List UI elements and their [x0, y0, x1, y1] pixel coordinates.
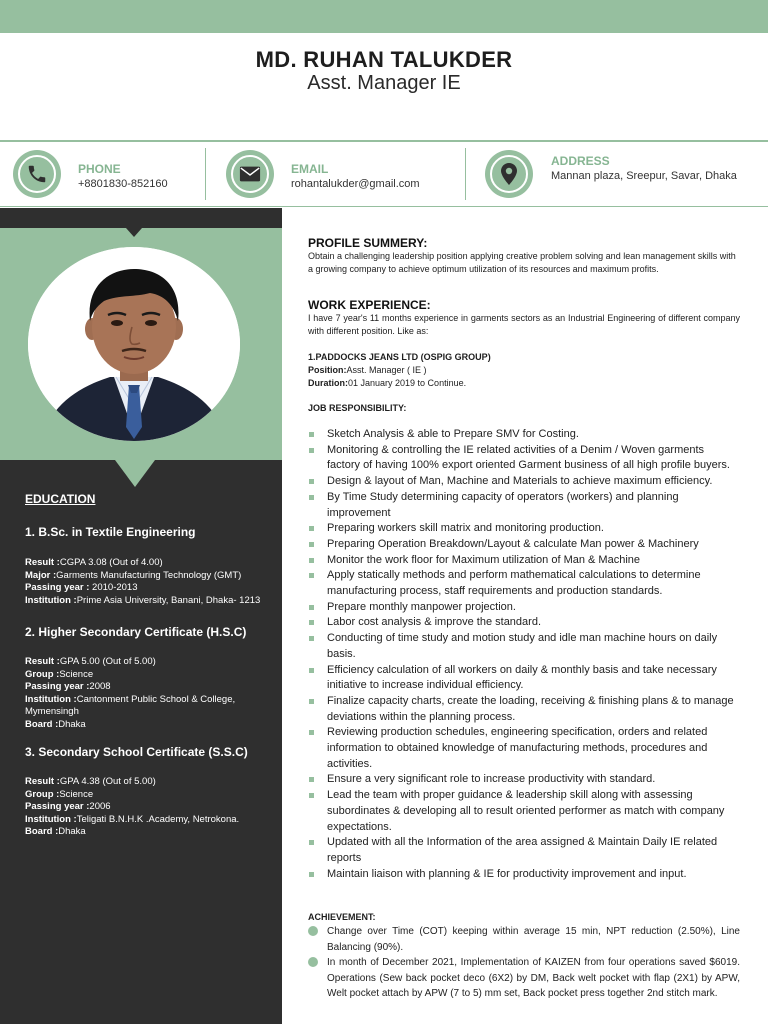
- education-details: [25, 656, 275, 731]
- profile-summary-title: PROFILE SUMMERY:: [308, 236, 428, 250]
- candidate-title: Asst. Manager IE: [307, 72, 461, 94]
- work-experience-title: WORK EXPERIENCE:: [308, 298, 431, 312]
- education-line: Passing year :2006: [25, 801, 111, 812]
- education-line: Institution :Prime Asia University, Banani, Dhaka- 1213: [25, 594, 261, 606]
- square-bullet-icon: [309, 448, 314, 453]
- square-bullet-icon: [309, 558, 314, 563]
- education-line: Passing year : 2010-2013: [25, 582, 138, 593]
- achievement-list: [308, 924, 740, 1002]
- square-bullet-icon: [309, 636, 314, 641]
- responsibility-item: Design & layout of Man, Machine and Materials to achieve maximum efficiency.: [308, 474, 740, 490]
- responsibility-item: Lead the team with proper guidance & leadership skill along with assessing subordinates & developing all to result oriented performer as match with company expectations.: [308, 788, 740, 835]
- square-bullet-icon: [309, 605, 314, 610]
- phone-icon: [13, 150, 61, 198]
- square-bullet-icon: [309, 872, 314, 877]
- responsibility-item: Conducting of time study and motion study and idle man machine hours on daily basis.: [308, 631, 740, 662]
- contact-bar: [0, 140, 768, 206]
- education-heading: 2. Higher Secondary Certificate (H.S.C): [25, 625, 247, 639]
- job-position: Position:Asst. Manager ( IE ): [308, 365, 427, 375]
- left-sidebar: [0, 208, 282, 1024]
- job-responsibility-title: JOB RESPONSIBILITY:: [308, 403, 407, 413]
- achievement-item: In month of December 2021, Implementation of KAIZEN from four operations saved $6019. Operations (Sew back pocket deco (6X2) by DM, Back welt pocket with flap (2X1) by APW, Welt pocket attach by APW (7 to 5) mm set, Back pocket press together 2nd stitch mark.: [308, 955, 740, 1002]
- education-details: [25, 557, 275, 607]
- education-line: Result :GPA 5.00 (Out of 5.00): [25, 656, 156, 667]
- education-heading: 1. B.Sc. in Textile Engineering: [25, 525, 196, 539]
- responsibility-item: Monitor the work floor for Maximum utilization of Man & Machine: [308, 553, 740, 569]
- square-bullet-icon: [309, 699, 314, 704]
- education-heading: 3. Secondary School Certificate (S.S.C): [25, 745, 248, 759]
- square-bullet-icon: [309, 573, 314, 578]
- map-pin-icon: [485, 150, 533, 198]
- profile-summary-text: Obtain a challenging leadership position applying creative problem solving and lean management skills with a growing company to achieve optimum utilization of its resources and maximum profits.: [308, 251, 736, 274]
- square-bullet-icon: [309, 777, 314, 782]
- square-bullet-icon: [309, 793, 314, 798]
- responsibility-item: Reviewing production schedules, engineering specification, orders and related information to obtained knowledge of manufacturing methods, procedures and activities.: [308, 725, 740, 772]
- square-bullet-icon: [309, 526, 314, 531]
- responsibility-item: By Time Study determining capacity of operators (workers) and planning improvement: [308, 490, 740, 521]
- responsibility-item: Updated with all the Information of the area assigned & Maintain Daily IE related reports: [308, 835, 740, 866]
- square-bullet-icon: [309, 620, 314, 625]
- education-line: Major :Garments Manufacturing Technology (GMT): [25, 569, 242, 581]
- responsibility-item: Finalize capacity charts, create the loading, receiving & finishing plans & to manage deviations within the planning process.: [308, 694, 740, 725]
- responsibility-item: Labor cost analysis & improve the standard.: [308, 615, 740, 631]
- company-name: 1.PADDOCKS JEANS LTD (OSPIG GROUP): [308, 352, 491, 362]
- responsibility-list: [308, 427, 740, 882]
- top-accent-band: [0, 0, 768, 33]
- square-bullet-icon: [309, 432, 314, 437]
- panel-notch-top: [126, 228, 142, 237]
- education-line: Group :Science: [25, 668, 94, 680]
- education-line: Board :Dhaka: [25, 718, 86, 730]
- education-title: EDUCATION: [25, 492, 96, 506]
- work-experience-section: [308, 298, 740, 338]
- education-line: Group :Science: [25, 788, 94, 800]
- education-line: Passing year :2008: [25, 681, 111, 692]
- responsibility-item: Preparing Operation Breakdown/Layout & calculate Man power & Machinery: [308, 537, 740, 553]
- square-bullet-icon: [309, 840, 314, 845]
- education-line: Board :Dhaka: [25, 826, 86, 837]
- address-label: ADDRESS: [551, 154, 610, 168]
- contact-divider-line: [0, 206, 768, 207]
- contact-divider: [465, 148, 466, 200]
- square-bullet-icon: [309, 479, 314, 484]
- education-line: Result :CGPA 3.08 (Out of 4.00): [25, 557, 163, 568]
- envelope-icon: [226, 150, 274, 198]
- panel-pointer-bottom: [115, 460, 155, 487]
- circle-bullet-icon: [308, 926, 318, 936]
- circle-bullet-icon: [308, 957, 318, 967]
- square-bullet-icon: [309, 495, 314, 500]
- email-label: EMAIL: [291, 162, 329, 176]
- education-details: [25, 776, 275, 839]
- education-line: Institution :Teligati B.N.H.K .Academy, Netrokona.: [25, 813, 240, 825]
- job-duration: Duration:01 January 2019 to Continue.: [308, 378, 467, 388]
- address-value: Mannan plaza, Sreepur, Savar, Dhaka: [551, 170, 737, 182]
- responsibility-item: Prepare monthly manpower projection.: [308, 600, 740, 616]
- responsibility-item: Ensure a very significant role to increase productivity with standard.: [308, 772, 740, 788]
- square-bullet-icon: [309, 542, 314, 547]
- responsibility-item: Apply statically methods and perform mathematical calculations to determine manufacturing process, staff requirements and production standards.: [308, 568, 740, 599]
- square-bullet-icon: [309, 730, 314, 735]
- work-intro: I have 7 year's 11 months experience in garments sectors as an Industrial Engineering of different company with different position. Like as:: [308, 313, 740, 336]
- profile-summary-section: [308, 236, 740, 276]
- sidebar-top-strip: [0, 208, 282, 228]
- education-line: Result :GPA 4.38 (Out of 5.00): [25, 776, 156, 787]
- responsibility-item: Preparing workers skill matrix and monitoring production.: [308, 521, 740, 537]
- candidate-name: MD. RUHAN TALUKDER: [255, 47, 513, 72]
- responsibility-item: Monitoring & controlling the IE related activities of a Denim / Woven garments factory of having 100% export oriented Garment business of all high profile buyers.: [308, 443, 740, 474]
- square-bullet-icon: [309, 668, 314, 673]
- profile-photo: [28, 247, 240, 441]
- phone-value: +8801830-852160: [78, 178, 168, 190]
- phone-label: PHONE: [78, 162, 121, 176]
- responsibility-item: Sketch Analysis & able to Prepare SMV for Costing.: [308, 427, 740, 443]
- responsibility-item: Efficiency calculation of all workers on daily & monthly basis and take necessary initiative to increase individual efficiency.: [308, 663, 740, 694]
- responsibility-item: Maintain liaison with planning & IE for productivity improvement and input.: [308, 867, 740, 883]
- contact-divider: [205, 148, 206, 200]
- achievement-title: ACHIEVEMENT:: [308, 912, 376, 922]
- job-info: [308, 351, 740, 390]
- email-value: rohantalukder@gmail.com: [291, 178, 420, 190]
- education-line: Institution :Cantonment Public School & College, Mymensingh: [25, 693, 236, 717]
- achievement-item: Change over Time (COT) keeping within average 15 min, NPT reduction (2.50%), Line Balancing (90%).: [308, 924, 740, 955]
